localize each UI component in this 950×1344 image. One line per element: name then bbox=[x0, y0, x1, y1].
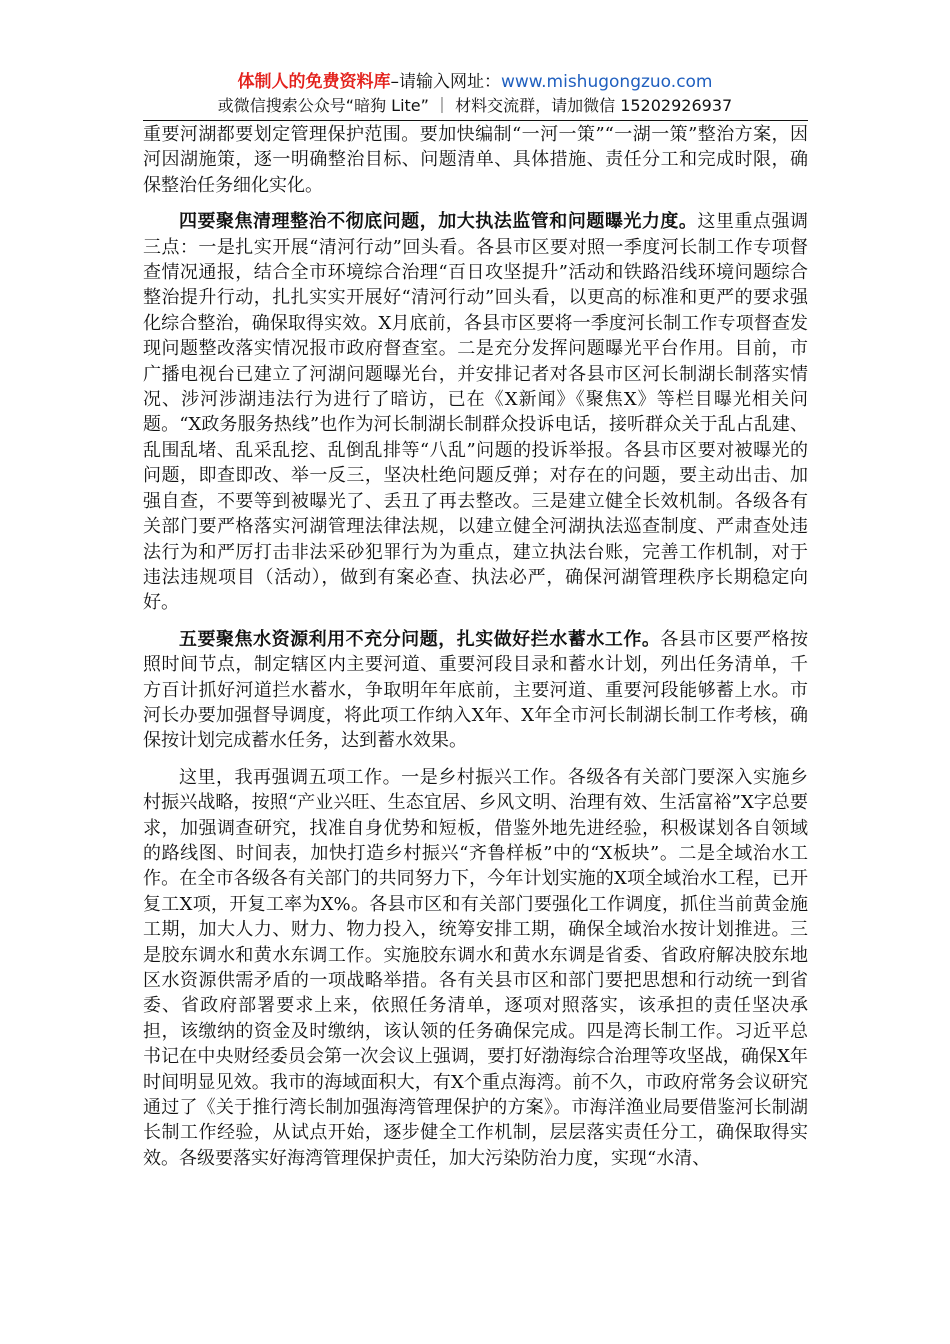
paragraph-five-tasks bbox=[143, 765, 808, 1172]
paragraph-lead: 四要聚焦清理整治不彻底问题，加大执法监管和问题曝光力度。 bbox=[179, 211, 698, 233]
paragraph-lead: 五要聚焦水资源利用不充分问题，扎实做好拦水蓄水工作。 bbox=[179, 628, 661, 650]
brand-title: 体制人的免费资料库 bbox=[237, 72, 391, 92]
header-line-2: 或微信搜索公众号“暗狗 Lite” ｜ 材料交流群，请加微信 15202926937 bbox=[217, 96, 733, 115]
paragraph-text: 这里重点强调三点：一是扎实开展“清河行动”回头看。各县市区要对照一季度河长制工作专项督查情况通报，结合全市环境综合治理“百日攻坚提升”活动和铁路沿线环境问题综合整治提升行动，扎扎实实开展好“清河行动”回头看，以更高的标准和更严的要求强化综合整治，确保取得实效。X月底前，各县市区要将一季度河长制工作专项督查发现问题整改落实情况报市政府督查室。二是充分发挥问题曝光平台作用。目前，市广播电视台已建立了河湖问题曝光台，并安排记者对各县市区河长制湖长制落实情况、涉河涉湖违法行为进行了暗访，已在《X新闻》《聚焦X》等栏目曝光相关问题。“X政务服务热线”也作为河长制湖长制群众投诉电话，接听群众关于乱占乱建、乱围乱堵、乱采乱挖、乱倒乱排等“八乱”问题的投诉举报。各县市区要对被曝光的问题，即查即改、举一反三，坚决杜绝问题反弹；对存在的问题，要主动出击、加强自查，不要等到被曝光了、丢丑了再去整改。三是建立健全长效机制。各级各有关部门要严格落实河湖管理法律法规，以建立健全河湖执法巡查制度、严肃查处违法行为和严厉打击非法采砂犯罪行为为重点，建立执法台账，完善工作机制，对于违法违规项目（活动），做到有案必查、执法必严，确保河湖管理秩序长期稳定向好。 bbox=[143, 211, 808, 614]
website-link[interactable]: www.mishugongzuo.com bbox=[500, 72, 713, 92]
paragraph-text: 这里，我再强调五项工作。一是乡村振兴工作。各级各有关部门要深入实施乡村振兴战略，按照“产业兴旺、生态宜居、乡风文明、治理有效、生活富裕”X字总要求，加强调查研究，找准自身优势和短板，借鉴外地先进经验，积极谋划各自领域的路线图、时间表，加快打造乡村振兴“齐鲁样板”中的“X板块”。二是全域治水工作。在全市各级各有关部门的共同努力下，今年计划实施的X项全域治水工程，已开复工X项，开复工率为X%。各县市区和有关部门要强化工作调度，抓住当前黄金施工期，加大人力、财力、物力投入，统筹安排工期，确保全域治水按计划推进。三是胶东调水和黄水东调工作。实施胶东调水和黄水东调是省委、省政府解决胶东地区水资源供需矛盾的一项战略举措。各有关县市区和部门要把思想和行动统一到省委、省政府部署要求上来，依照任务清单，逐项对照落实，该承担的责任坚决承担，该缴纳的资金及时缴纳，该认领的任务确保完成。四是湾长制工作。习近平总书记在中央财经委员会第一次会议上强调，要打好渤海综合治理等攻坚战，确保X年时间明显见效。我市的海域面积大，有X个重点海湾。前不久，市政府常务会议研究通过了《关于推行湾长制加强海湾管理保护的方案》。市海洋渔业局要借鉴河长制湖长制工作经验，从试点开始，逐步健全工作机制，层层落实责任分工，确保取得实效。各级要落实好海湾管理保护责任，加大污染防治力度，实现“水清、 bbox=[143, 766, 808, 1169]
paragraph-continuation bbox=[143, 122, 808, 198]
paragraph-point-five bbox=[143, 627, 808, 754]
header-divider bbox=[143, 120, 808, 121]
paragraph-point-four bbox=[143, 209, 808, 616]
paragraph-text: 各县市区要严格按照时间节点，制定辖区内主要河道、重要河段目录和蓄水计划，列出任务清单，千方百计抓好河道拦水蓄水，争取明年年底前，主要河道、重要河段能够蓄上水。市河长办要加强督导调度，将此项工作纳入X年、X年全市河长制湖长制工作考核，确保按计划完成蓄水任务，达到蓄水效果。 bbox=[143, 628, 809, 752]
header-line-1 bbox=[0, 70, 950, 94]
page-header bbox=[0, 70, 950, 118]
url-prompt: –请输入网址： bbox=[390, 72, 501, 92]
paragraph-text: 重要河湖都要划定管理保护范围。要加快编制“一河一策”“一湖一策”整治方案，因河因湖施策，逐一明确整治目标、问题清单、具体措施、责任分工和完成时限，确保整治任务细化实化。 bbox=[143, 124, 808, 196]
document-body bbox=[143, 122, 808, 1182]
